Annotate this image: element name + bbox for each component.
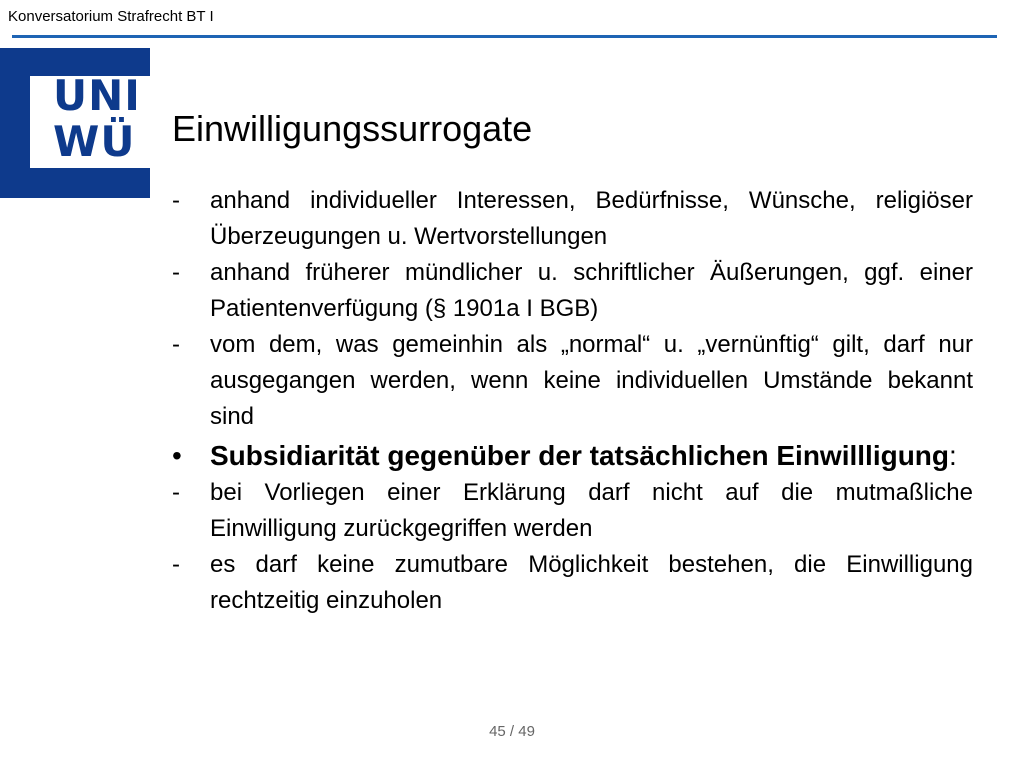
bullet-item-colon: : xyxy=(949,440,957,471)
slide-content xyxy=(170,183,973,619)
list-item-6 xyxy=(170,547,973,619)
list-item-2 xyxy=(170,255,973,327)
dash-marker: - xyxy=(172,331,180,358)
header-title: Konversatorium Strafrecht BT I xyxy=(8,8,214,25)
header-divider xyxy=(12,35,997,38)
list-item-3 xyxy=(170,327,973,435)
logo-text-line-2: WÜ xyxy=(53,117,136,166)
list-item-text: es darf keine zumutbare Möglichkeit bestehen, die Einwilligung rechtzeitig einzuholen xyxy=(210,551,973,614)
dash-marker: - xyxy=(172,187,180,214)
dash-marker: - xyxy=(172,551,180,578)
list-item-5 xyxy=(170,475,973,547)
list-item-text: bei Vorliegen einer Erklärung darf nicht auf die mutmaßliche Einwilligung zurückgegriffen werden xyxy=(210,479,973,542)
logo-text-line-1: UNI xyxy=(53,71,141,120)
list-item-text: anhand individueller Interessen, Bedürfnisse, Wünsche, religiöser Überzeugungen u. Wertvorstellungen xyxy=(210,187,973,250)
bullet-item-text: Subsidiarität gegenüber der tatsächlichen Einwillligung xyxy=(210,440,950,471)
list-item-text: anhand früherer mündlicher u. schriftlicher Äußerungen, ggf. einer Patientenverfügung (§ 1901a I BGB) xyxy=(210,259,973,322)
bullet-item-subsidiaritaet xyxy=(170,437,973,475)
page-number: 45 / 49 xyxy=(489,723,535,740)
list-item-text: vom dem, was gemeinhin als „normal“ u. „vernünftig“ gilt, darf nur ausgegangen werden, wenn keine individuellen Umstände bekannt sind xyxy=(210,331,973,430)
slide-title: Einwilligungssurrogate xyxy=(172,108,533,149)
dash-marker: - xyxy=(172,259,180,286)
list-item-1 xyxy=(170,183,973,255)
bullet-marker: • xyxy=(172,440,182,471)
dash-marker: - xyxy=(172,479,180,506)
